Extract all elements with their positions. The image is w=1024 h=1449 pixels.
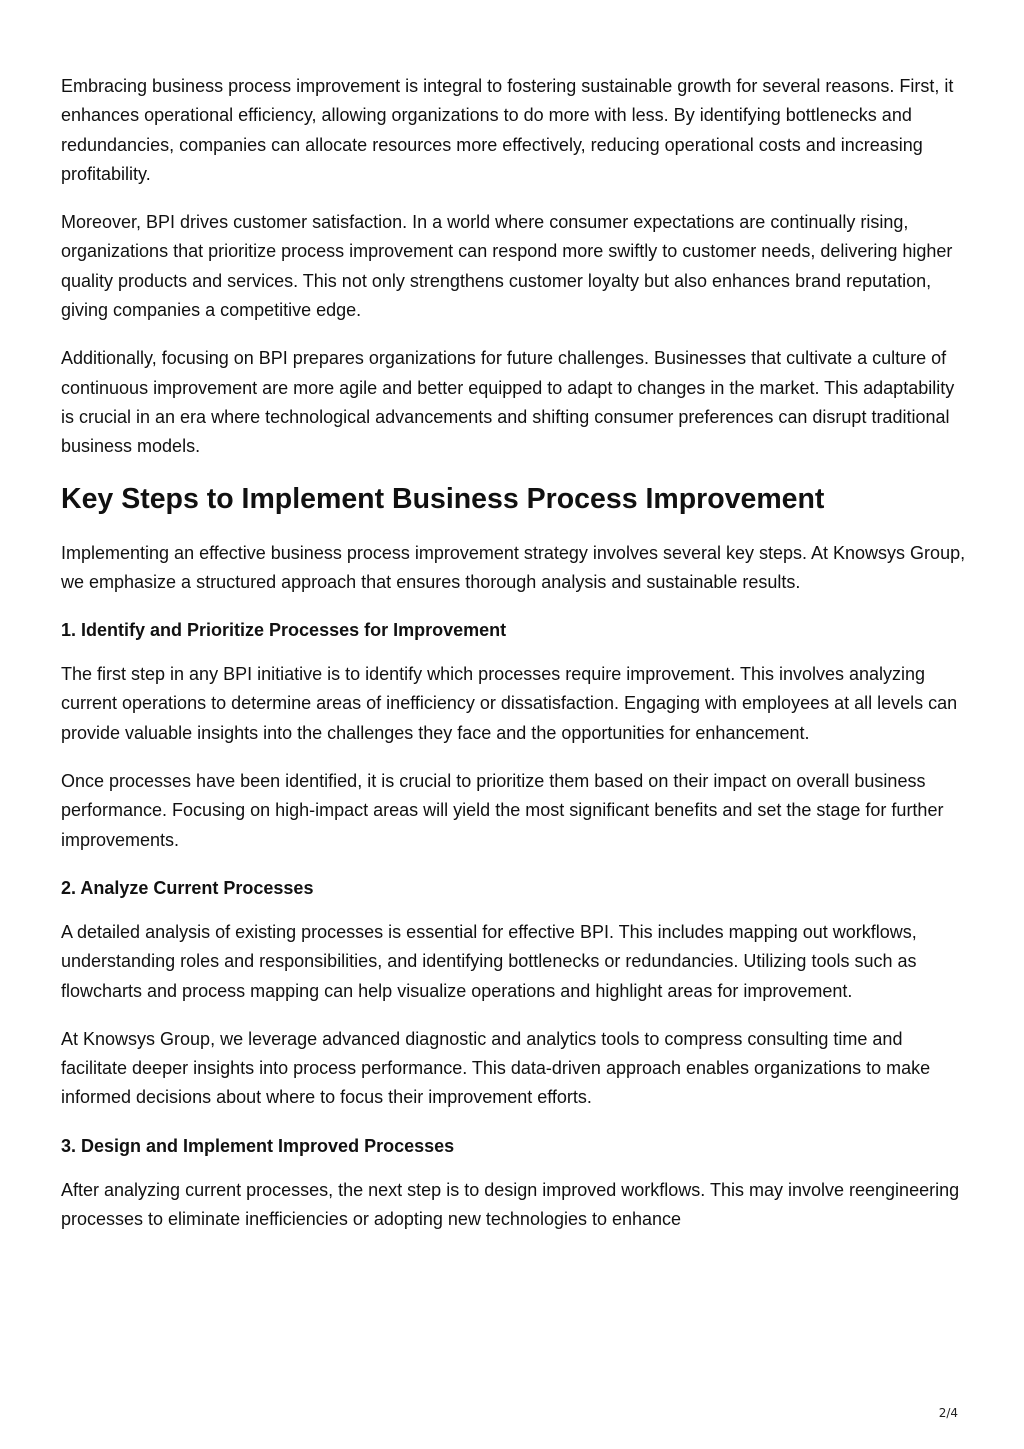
step-1-heading: 1. Identify and Prioritize Processes for Improvement [61,620,507,641]
intro-paragraph-future-challenges: Additionally, focusing on BPI prepares organizations for future challenges. Businesses that cultivate a culture of continuous improvement are more agile and better equipped to adapt to changes in the market. This adaptability is crucial in an era where technological advancements and shifting consumer preferences can disrupt traditional business models. [61,348,955,457]
section-heading: Key Steps to Implement Business Process Improvement [61,482,825,515]
step-2-heading: 2. Analyze Current Processes [61,877,314,898]
step-1-paragraph-1: The first step in any BPI initiative is to identify which processes require improvement. This involves analyzing current operations to determine areas of inefficiency or dissatisfaction. Engaging with employees at all levels can provide valuable insights into the challenges they face and the opportunities for enhancement. [61,664,958,743]
step-1-paragraph-2: Once processes have been identified, it is crucial to prioritize them based on their impact on overall business performance. Focusing on high-impact areas will yield the most significant benefits and set the stage for further improvements. [61,771,944,850]
page-number: 2/4 [938,1406,958,1420]
step-3-paragraph-1: After analyzing current processes, the next step is to design improved workflows. This may involve reengineering processes to eliminate inefficiencies or adopting new technologies to enhance [61,1179,960,1230]
step-2-paragraph-1: A detailed analysis of existing processes is essential for effective BPI. This includes mapping out workflows, understanding roles and responsibilities, and identifying bottlenecks or redundancies. Utilizing tools such as flowcharts and process mapping can help visualize operations and highlight areas for improvement. [61,921,917,1001]
intro-paragraph-customer-satisfaction: Moreover, BPI drives customer satisfaction. In a world where consumer expectations are continually rising, organizations that prioritize process improvement can respond more swiftly to customer needs, delivering higher quality products and services. This not only strengthens customer loyalty but also enhances brand reputation, giving companies a competitive edge. [61,212,953,321]
section-intro-paragraph: Implementing an effective business process improvement strategy involves several key steps. At Knowsys Group, we emphasize a structured approach that ensures thorough analysis and sustainable results. [61,542,966,592]
step-2-paragraph-2: At Knowsys Group, we leverage advanced diagnostic and analytics tools to compress consulting time and facilitate deeper insights into process performance. This data-driven approach enables organizations to make informed decisions about where to focus their improvement efforts. [61,1028,931,1108]
intro-paragraph-efficiency: Embracing business process improvement is integral to fostering sustainable growth for several reasons. First, it enhances operational efficiency, allowing organizations to do more with less. By identifying bottlenecks and redundancies, companies can allocate resources more effectively, reducing operational costs and increasing profitability. [61,76,954,184]
document-page [61,72,966,1253]
step-3-heading: 3. Design and Implement Improved Processes [61,1135,455,1156]
